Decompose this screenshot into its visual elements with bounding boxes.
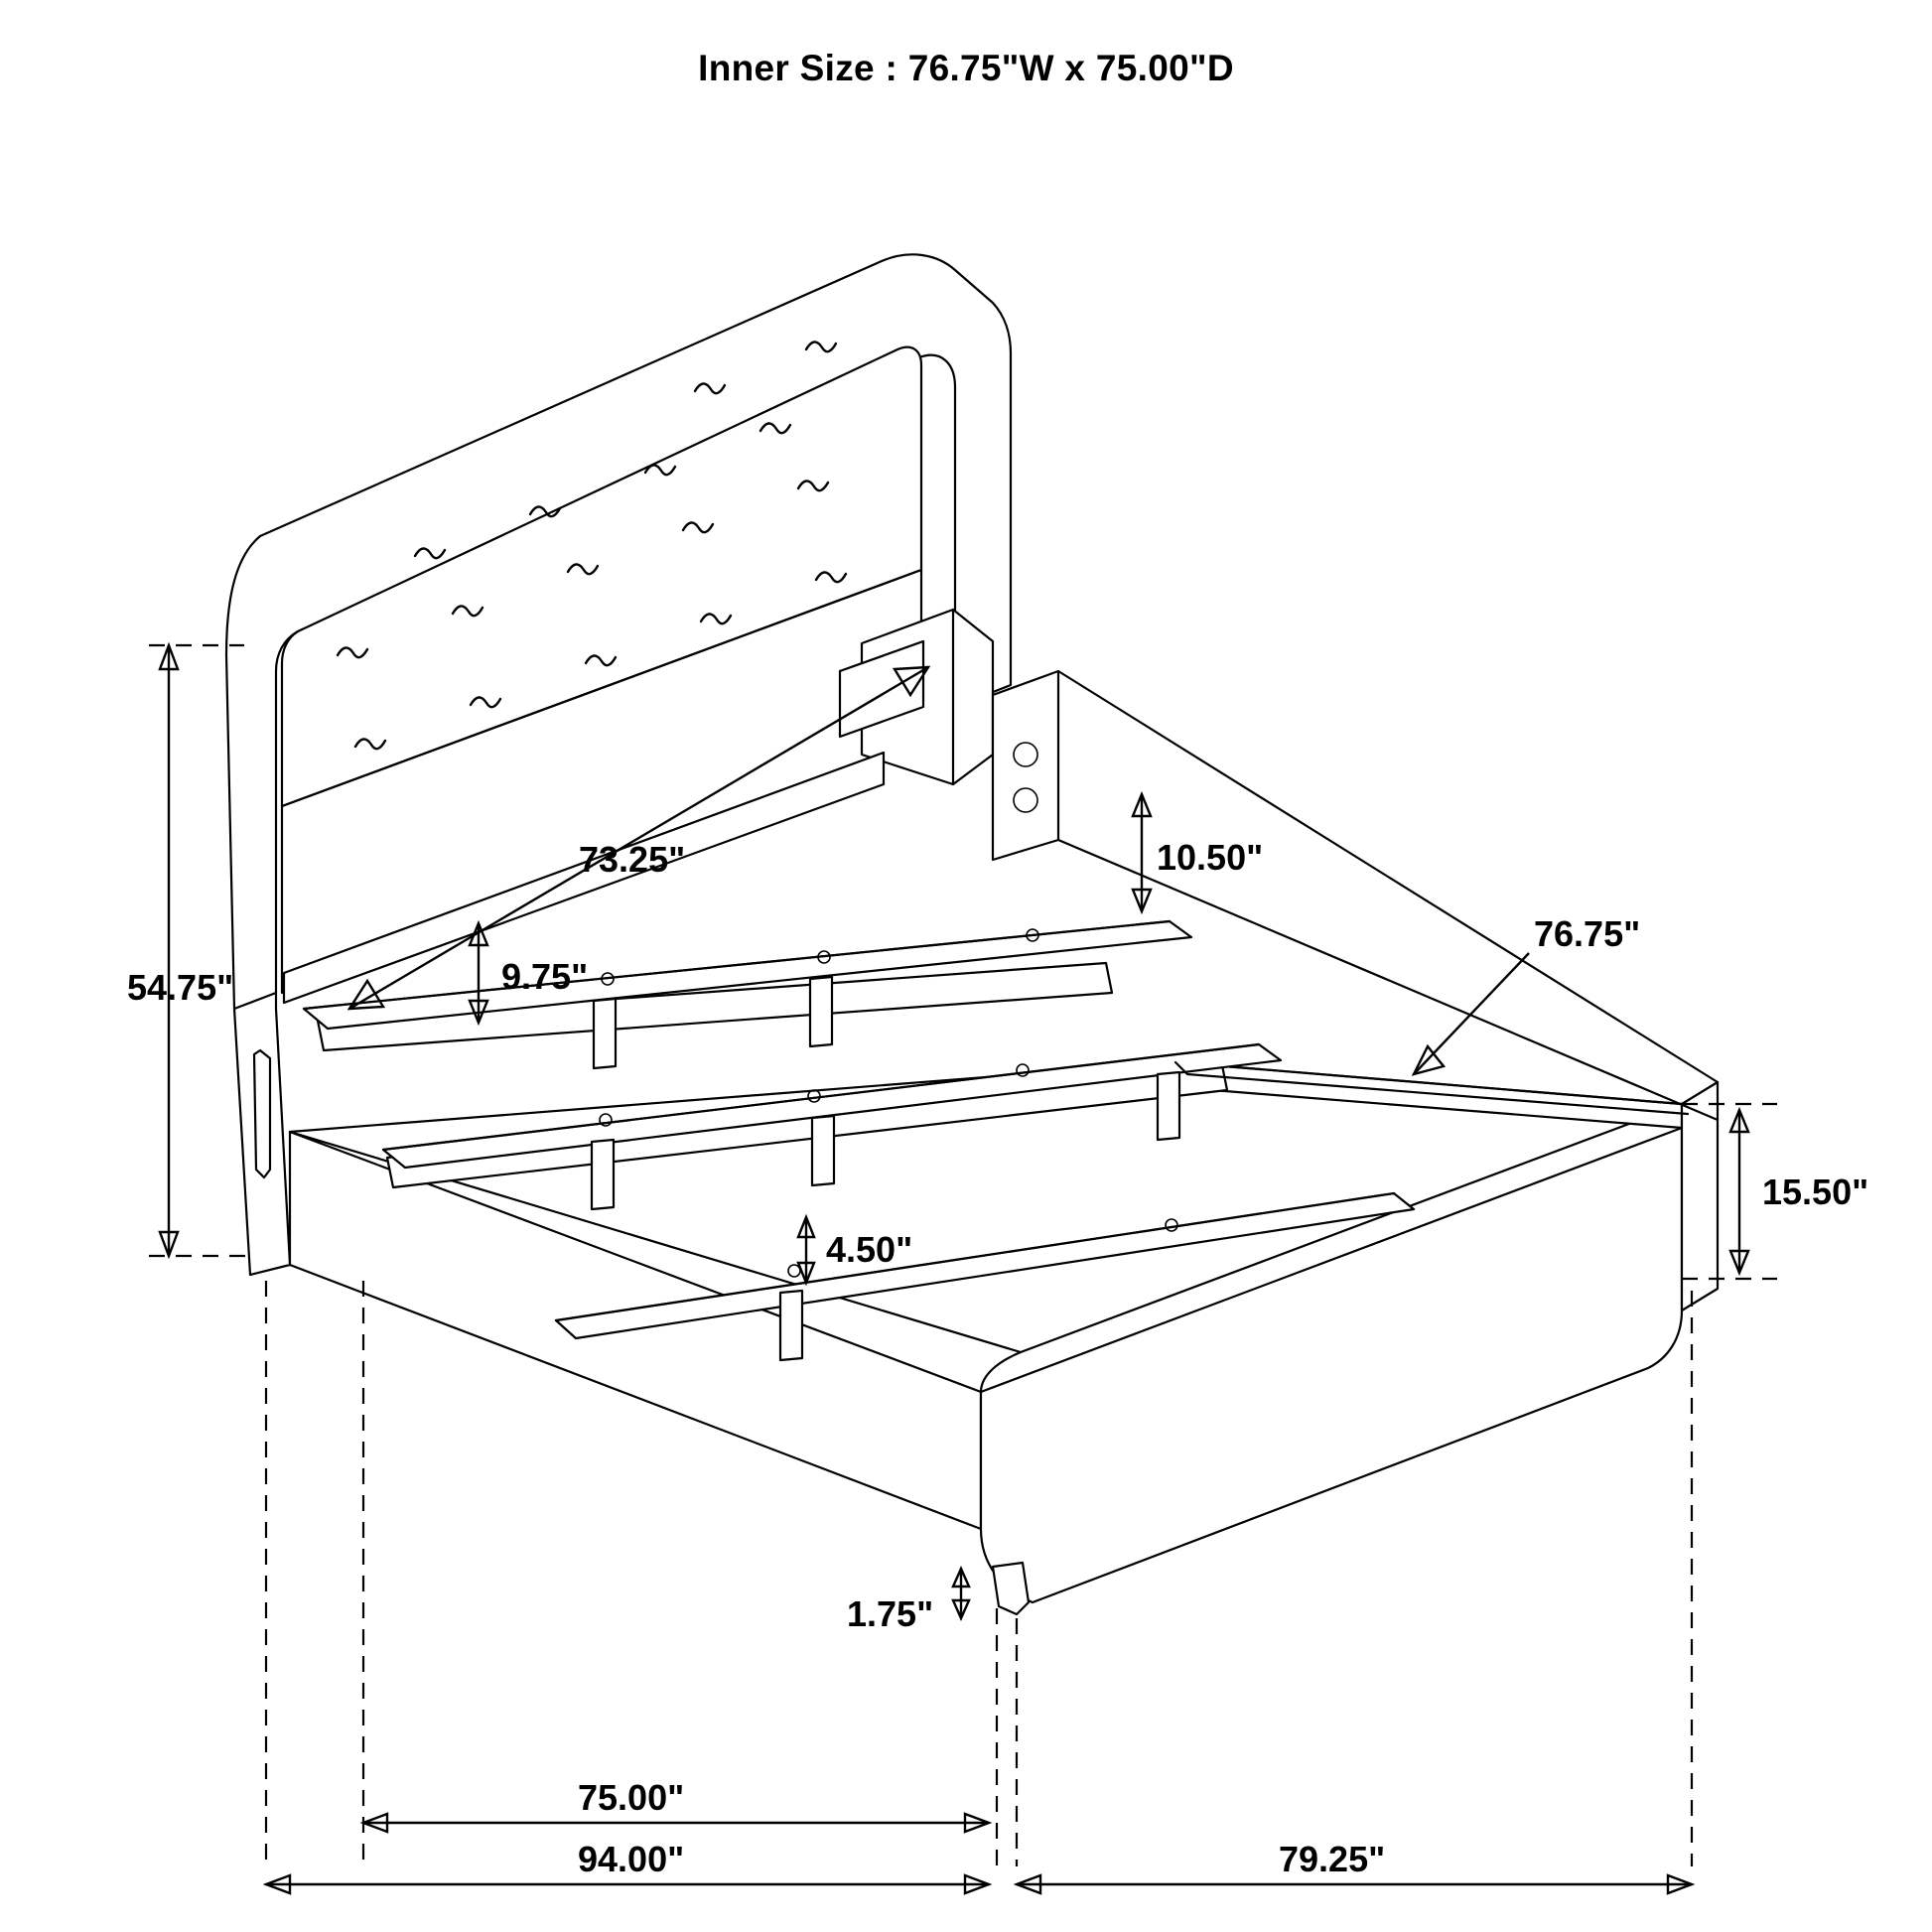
dimension-center-leg-height: 4.50" <box>826 1229 913 1270</box>
dimension-foot-leg-height: 1.75" <box>847 1593 934 1634</box>
dimension-overall-width: 79.25" <box>1279 1839 1386 1879</box>
dimension-headboard-inner-width: 73.25" <box>579 839 686 880</box>
dimension-rail-height-head: 10.50" <box>1157 837 1264 878</box>
dimension-overall-length: 94.00" <box>578 1839 685 1879</box>
dimension-footboard-rail-height: 15.50" <box>1762 1172 1869 1212</box>
dimension-mattress-length: 75.00" <box>578 1777 685 1818</box>
dimension-headboard-height: 54.75" <box>127 967 234 1008</box>
dimension-slat-drop-front: 9.75" <box>501 956 589 997</box>
page-title: Inner Size : 76.75"W x 75.00"D <box>698 48 1234 88</box>
dimension-deck-width: 76.75" <box>1534 913 1641 954</box>
